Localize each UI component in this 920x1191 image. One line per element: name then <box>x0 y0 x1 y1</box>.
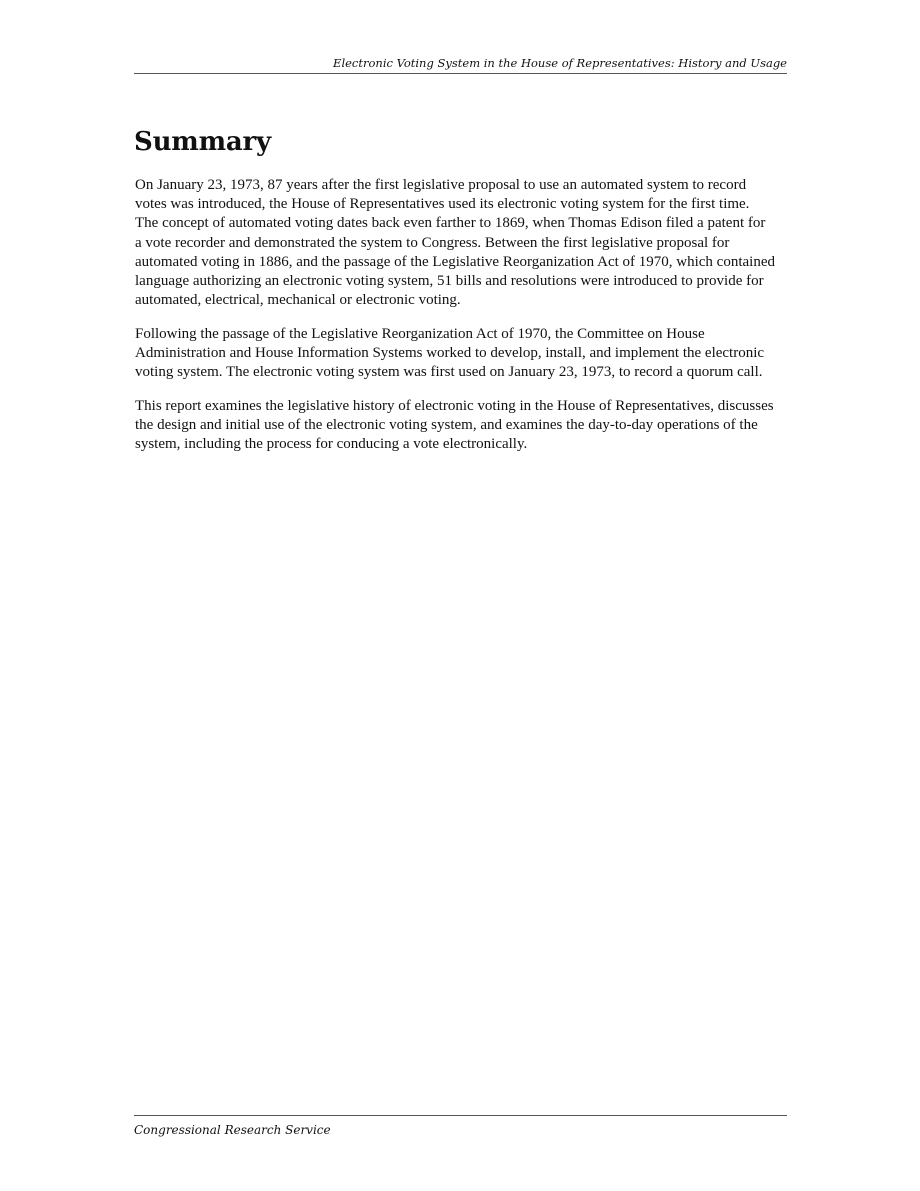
summary-body <box>135 176 775 469</box>
running-footer <box>134 1115 787 1141</box>
summary-paragraph-1: On January 23, 1973, 87 years after the first legislative proposal to use an automated system to record votes was introduced, the House of Representatives used its electronic voting system for the first time. The concept of automated voting dates back even farther to 1869, when Thomas Edison filed a patent for a vote recorder and demonstrated the system to Congress. Between the first legislative proposal for automated voting in 1886, and the passage of the Legislative Reorganization Act of 1970, which contained language authorizing an electronic voting system, 51 bills and resolutions were introduced to provide for automated, electrical, mechanical or electronic voting. <box>135 177 775 309</box>
summary-paragraph-2: Following the passage of the Legislative Reorganization Act of 1970, the Committee on House Administration and House Information Systems worked to develop, install, and implement the electronic voting system. The electronic voting system was first used on January 23, 1973, to record a quorum call. <box>135 325 765 381</box>
summary-paragraph-3: This report examines the legislative history of electronic voting in the House of Representatives, discusses the design and initial use of the electronic voting system, and examines the day-to-day operations of the system, including the process for conducing a vote electronically. <box>135 398 774 453</box>
page-title: Summary <box>134 127 271 157</box>
running-header-title: Electronic Voting System in the House of Representatives: History and Usage <box>333 56 787 70</box>
footer-organization: Congressional Research Service <box>134 1123 331 1137</box>
running-header <box>134 54 787 74</box>
